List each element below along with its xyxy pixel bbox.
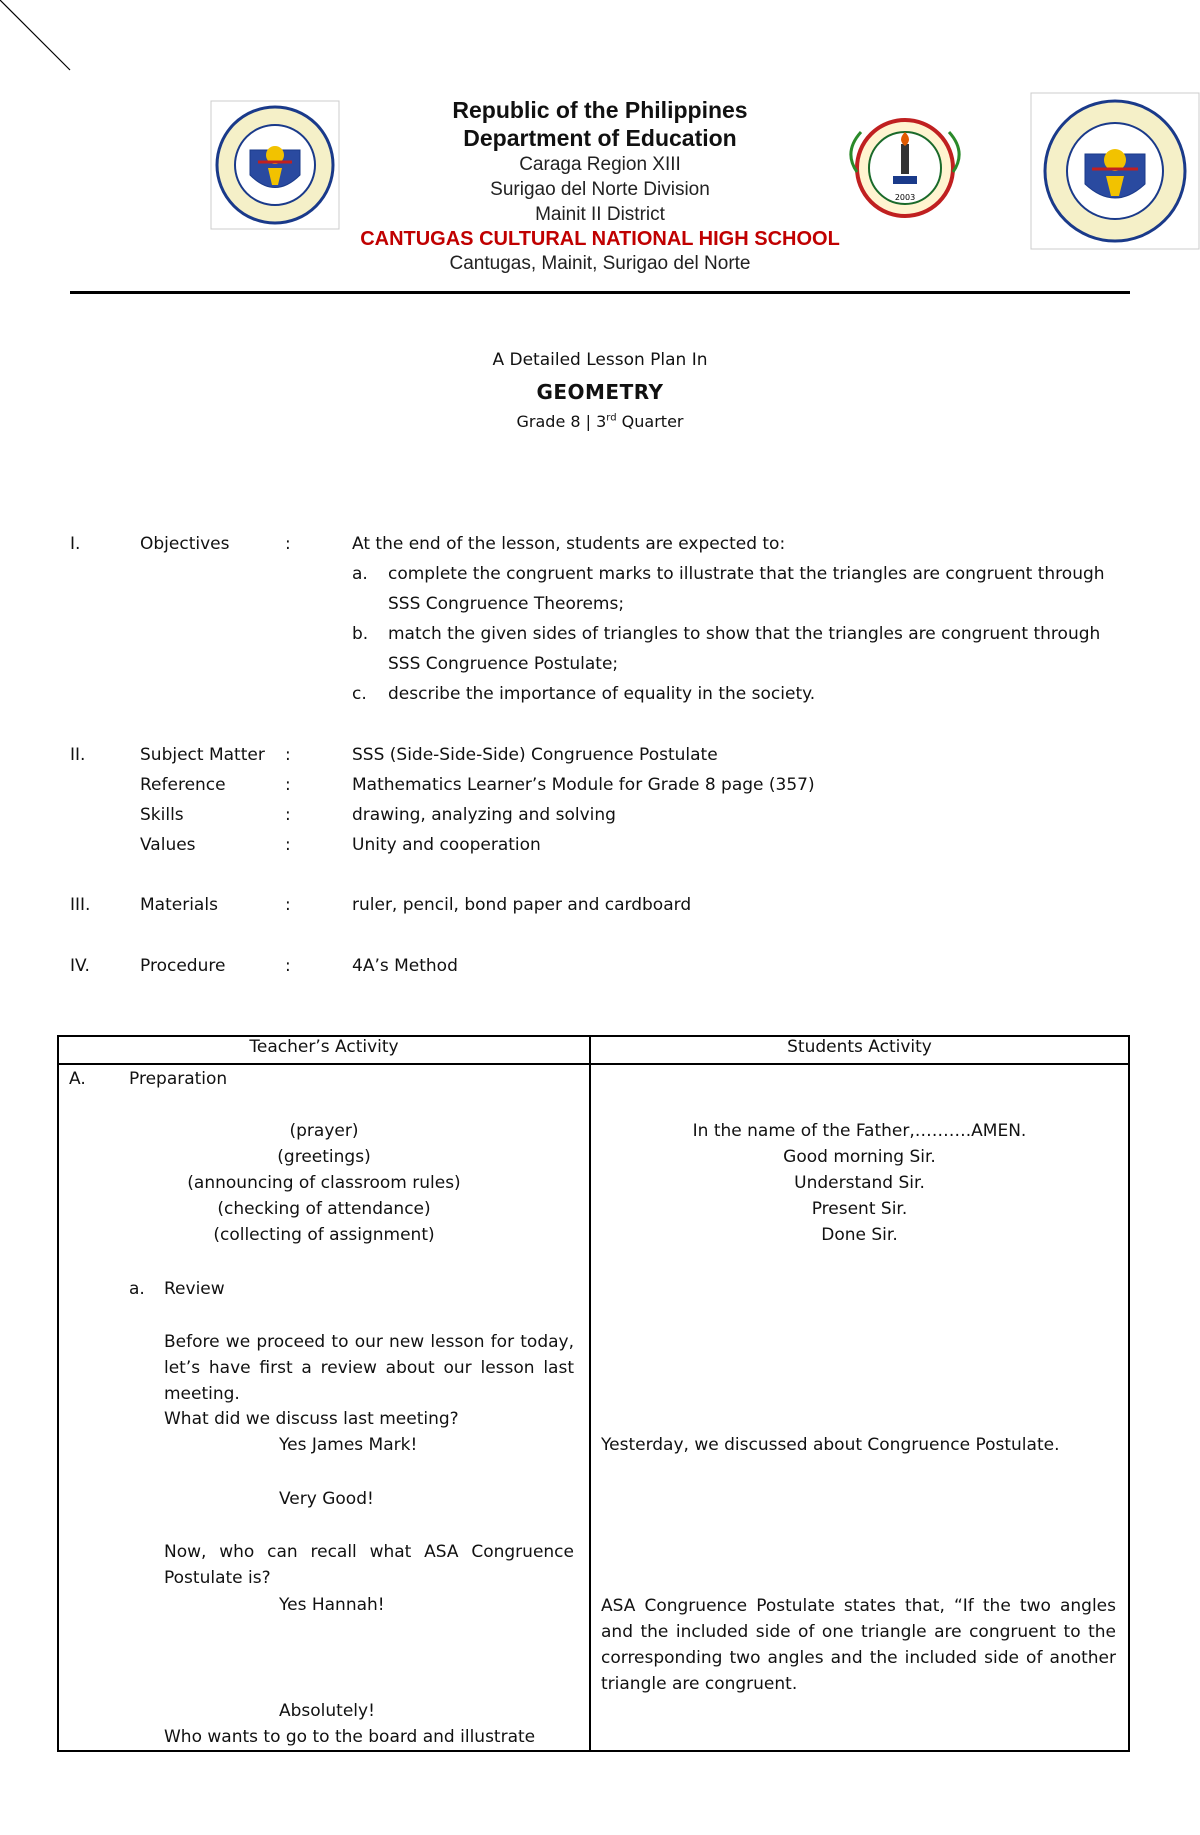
skills-colon: : — [285, 805, 291, 825]
response-assignment: Done Sir. — [821, 1225, 898, 1245]
response-attendance: Present Sir. — [811, 1199, 908, 1219]
materials-colon: : — [285, 895, 291, 915]
department-line: Department of Education — [463, 125, 737, 151]
routine-greetings: (greetings) — [277, 1147, 371, 1167]
review-title: Review — [164, 1279, 225, 1299]
subject-title: GEOMETRY — [536, 380, 664, 404]
teacher-activity-cell — [58, 1064, 590, 1751]
question-asa: Now, who can recall what ASA Congruence Postulate is? — [164, 1542, 574, 1588]
plan-title: A Detailed Lesson Plan In — [492, 350, 708, 370]
district-line: Mainit II District — [535, 204, 665, 225]
division-line: Surigao del Norte Division — [490, 179, 710, 200]
praise-absolutely: Absolutely! — [279, 1701, 375, 1721]
procedure-colon: : — [285, 956, 291, 976]
routine-attendance: (checking of attendance) — [217, 1199, 431, 1219]
call-hannah: Yes Hannah! — [279, 1595, 385, 1615]
answer-asa-definition: ASA Congruence Postulate states that, “If the two angles and the included side of one triangle are congruent to the corresponding two angles and the included side of another triangle are congruent. — [601, 1596, 1116, 1694]
praise-very-good: Very Good! — [279, 1489, 374, 1509]
students-activity-cell — [590, 1064, 1129, 1751]
procedure-table — [57, 1035, 1130, 1752]
subject-matter-value: SSS (Side-Side-Side) Congruence Postulate — [352, 745, 718, 765]
objectives-label: Objectives — [140, 534, 230, 554]
reference-label: Reference — [140, 775, 226, 795]
question-illustrate: Who wants to go to the board and illustrate — [164, 1727, 536, 1747]
values-colon: : — [285, 835, 291, 855]
values-value: Unity and cooperation — [352, 835, 541, 855]
routine-assignment: (collecting of assignment) — [213, 1225, 435, 1245]
subject-matter-colon: : — [285, 745, 291, 765]
procedure-number: IV. — [70, 956, 90, 976]
materials-number: III. — [70, 895, 91, 915]
corner-fold-line — [0, 0, 80, 80]
values-label: Values — [140, 835, 196, 855]
response-greetings: Good morning Sir. — [783, 1147, 936, 1167]
objectives-colon: : — [285, 534, 291, 554]
question-last-meeting: What did we discuss last meeting? — [164, 1409, 459, 1429]
students-activity-header: Students Activity — [590, 1036, 1129, 1064]
reference-value: Mathematics Learner’s Module for Grade 8 page (357) — [352, 775, 815, 795]
response-rules: Understand Sir. — [794, 1173, 925, 1193]
subject-matter-number: II. — [70, 745, 86, 765]
answer-last-meeting: Yesterday, we discussed about Congruence Postulate. — [601, 1435, 1060, 1455]
republic-line: Republic of the Philippines — [452, 97, 748, 123]
preparation-letter: A. — [69, 1069, 86, 1089]
objective-b-letter: b. — [352, 624, 369, 644]
grade-quarter: Grade 8 | 3rd Quarter — [516, 412, 684, 431]
objective-c-letter: c. — [352, 684, 367, 704]
review-letter: a. — [129, 1279, 145, 1299]
objective-a-letter: a. — [352, 564, 368, 584]
school-name: CANTUGAS CULTURAL NATIONAL HIGH SCHOOL — [360, 228, 840, 250]
reference-colon: : — [285, 775, 291, 795]
objective-b-line2: SSS Congruence Postulate; — [388, 654, 619, 674]
procedure-label: Procedure — [140, 956, 226, 976]
routine-prayer: (prayer) — [289, 1121, 359, 1141]
response-prayer: In the name of the Father,……….AMEN. — [692, 1121, 1027, 1141]
letterhead — [300, 96, 900, 276]
subject-matter-label: Subject Matter — [140, 745, 265, 765]
objectives-intro: At the end of the lesson, students are expected to: — [352, 534, 786, 554]
region-line: Caraga Region XIII — [519, 154, 681, 175]
skills-value: drawing, analyzing and solving — [352, 805, 616, 825]
call-james-mark: Yes James Mark! — [279, 1435, 418, 1455]
materials-value: ruler, pencil, bond paper and cardboard — [352, 895, 692, 915]
objective-a-line1: complete the congruent marks to illustrate that the triangles are congruent through — [388, 564, 1105, 584]
routine-rules: (announcing of classroom rules) — [187, 1173, 461, 1193]
header-divider — [70, 291, 1130, 294]
preparation-title: Preparation — [129, 1069, 228, 1089]
skills-label: Skills — [140, 805, 184, 825]
teacher-activity-header: Teacher’s Activity — [58, 1036, 590, 1064]
deped-seal-right — [1030, 92, 1200, 250]
materials-label: Materials — [140, 895, 218, 915]
objective-a-line2: SSS Congruence Theorems; — [388, 594, 625, 614]
procedure-value: 4A’s Method — [352, 956, 458, 976]
school-address: Cantugas, Mainit, Surigao del Norte — [449, 253, 751, 274]
objectives-number: I. — [70, 534, 81, 554]
objective-c-line1: describe the importance of equality in the society. — [388, 684, 816, 704]
svg-text:2003: 2003 — [894, 193, 916, 202]
objective-b-line1: match the given sides of triangles to show that the triangles are congruent through — [388, 624, 1101, 644]
review-intro: Before we proceed to our new lesson for today, let’s have first a review about our lesson last meeting. — [164, 1332, 574, 1404]
